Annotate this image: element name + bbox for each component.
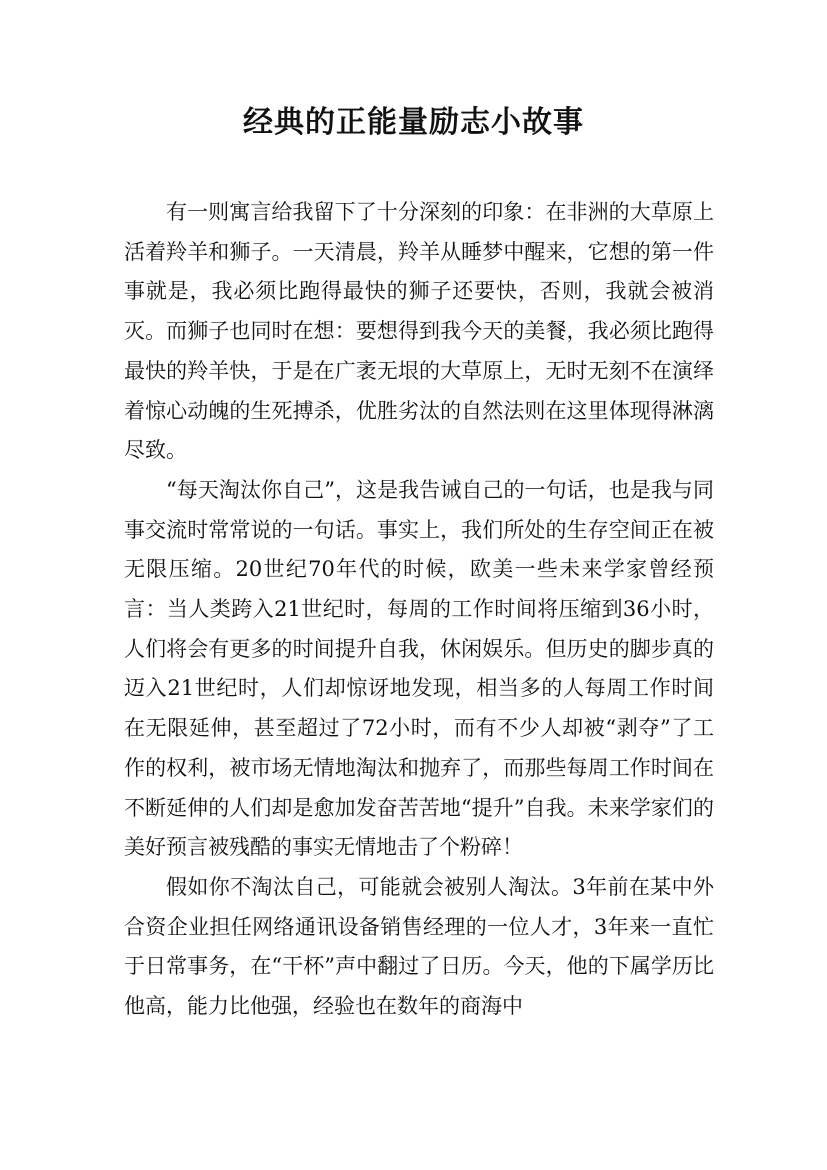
document-body [124,193,714,1027]
paragraph-3: 假如你不淘汰自己，可能就会被别人淘汰。3年前在某中外合资企业担任网络通讯设备销售经理的一位人才，3年来一直忙于日常事务，在“干杯”声中翻过了日历。今天，他的下属学历比他高，能力比他强，经验也在数年的商海中 [124,874,714,1019]
document-title: 经典的正能量励志小故事 [243,105,584,140]
paragraph-2: “每天淘汰你自己”，这是我告诫自己的一句话，也是我与同事交流时常常说的一句话。事实上，我们所处的生存空间正在被无限压缩。20世纪70年代的时候，欧美一些未来学家曾经预言：当人类跨入21世纪时，每周的工作时间将压缩到36小时，人们将会有更多的时间提升自我，休闲娱乐。但历史的脚步真的迈入21世纪时，人们却惊讶地发现，相当多的人每周工作时间在无限延伸，甚至超过了72小时，而有不少人却被“剥夺”了工作的权利，被市场无情地淘汰和抛弃了，而那些每周工作时间在不断延伸的人们却是愈加发奋苦苦地“提升”自我。未来学家们的美好预言被残酷的事实无情地击了个粉碎！ [124,477,714,860]
paragraph-1: 有一则寓言给我留下了十分深刻的印象：在非洲的大草原上活着羚羊和狮子。一天清晨，羚羊从睡梦中醒来，它想的第一件事就是，我必须比跑得最快的狮子还要快，否则，我就会被消灭。而狮子也同时在想：要想得到我今天的美餐，我必须比跑得最快的羚羊快，于是在广袤无垠的大草原上，无时无刻不在演绎着惊心动魄的生死搏杀，优胜劣汰的自然法则在这里体现得淋漓尽致。 [124,200,714,463]
